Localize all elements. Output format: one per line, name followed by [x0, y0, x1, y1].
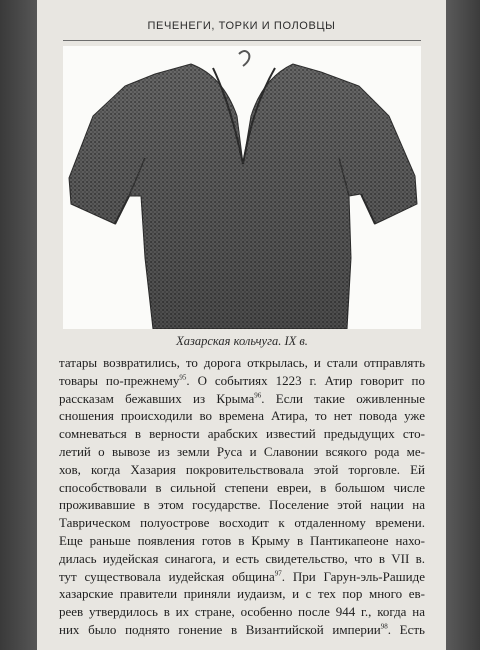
footnote-ref: 98: [380, 622, 388, 631]
text-line-main: сомневаться в верности арабских известий предыдущих сто-: [59, 426, 425, 442]
figure-caption: Хазарская кольчуга. IX в.: [176, 334, 308, 348]
text-line: [59, 425, 425, 443]
text-line-tail: . О событиях 1223 г. Атир говорит по: [186, 372, 425, 388]
text-line-main: Еще раньше появления готов в Крыму в Пантикапеоне нахо-: [59, 532, 425, 548]
text-line: [59, 532, 425, 550]
text-line-main: Таврическом полуострове восходит к отдаленному времени.: [59, 515, 425, 531]
text-line: [59, 550, 425, 568]
text-line: [59, 568, 425, 586]
text-line: [59, 354, 425, 372]
text-line-main: хов, когда Хазария покровительствовала этой торговле. Ей: [59, 461, 425, 477]
text-line: [59, 390, 425, 408]
book-edge-shadow: [446, 0, 480, 650]
footnote-ref: 97: [274, 569, 282, 578]
text-line-main: летий о вывозе из земли Руса и Славонии всякого рода ме-: [59, 443, 425, 459]
text-line: [59, 621, 425, 639]
text-line: [59, 461, 425, 479]
chainmail-illustration: [63, 46, 421, 329]
text-line-main: хазарские правители приняли иудаизм, и с тех пор много ев-: [59, 586, 425, 602]
text-line: [59, 407, 425, 425]
text-line: [59, 443, 425, 461]
text-line-main: них было поднято гонение в Византийской империи: [59, 621, 381, 637]
text-line-main: татары возвратились, то дорога открылась, и стали отправлять: [59, 355, 425, 370]
text-line: [59, 372, 425, 390]
text-line-main: товары по-прежнему: [59, 372, 180, 388]
text-line-tail: . Есть: [387, 621, 425, 637]
book-page: [37, 0, 446, 650]
text-line-main: реев утвердилось в их стране, особенно после 944 г., когда на: [59, 604, 425, 620]
header-rule: [63, 40, 421, 41]
text-line: [59, 514, 425, 532]
text-line: [59, 585, 425, 603]
text-line: [59, 496, 425, 514]
footnote-ref: 96: [254, 391, 262, 400]
text-line-main: сношения происходили во времена Атира, то нет повода уже: [59, 408, 425, 424]
text-line-tail: . При Гарун-эль-Рашиде: [281, 568, 425, 584]
footnote-ref: 95: [179, 373, 187, 382]
text-line-main: тут существовала иудейская община: [59, 568, 275, 584]
book-gutter-shadow: [0, 0, 37, 650]
body-text: [59, 354, 425, 639]
text-line-main: рассказам бежавших из Крыма: [59, 390, 255, 406]
text-line: [59, 603, 425, 621]
chainmail-photo: [63, 46, 421, 329]
text-line-main: проживавшие в этом государстве. Поселение этой нации на: [59, 497, 425, 513]
text-line: [59, 479, 425, 497]
text-line-main: дилась иудейская синагога, и есть свидетельство, что в VII в.: [59, 550, 425, 566]
text-line-tail: . Если такие оживленные: [261, 390, 425, 406]
text-line-main: способствовали в сильной степени евреи, в большом числе: [59, 479, 425, 495]
running-head: ПЕЧЕНЕГИ, ТОРКИ И ПОЛОВЦЫ: [147, 20, 336, 32]
